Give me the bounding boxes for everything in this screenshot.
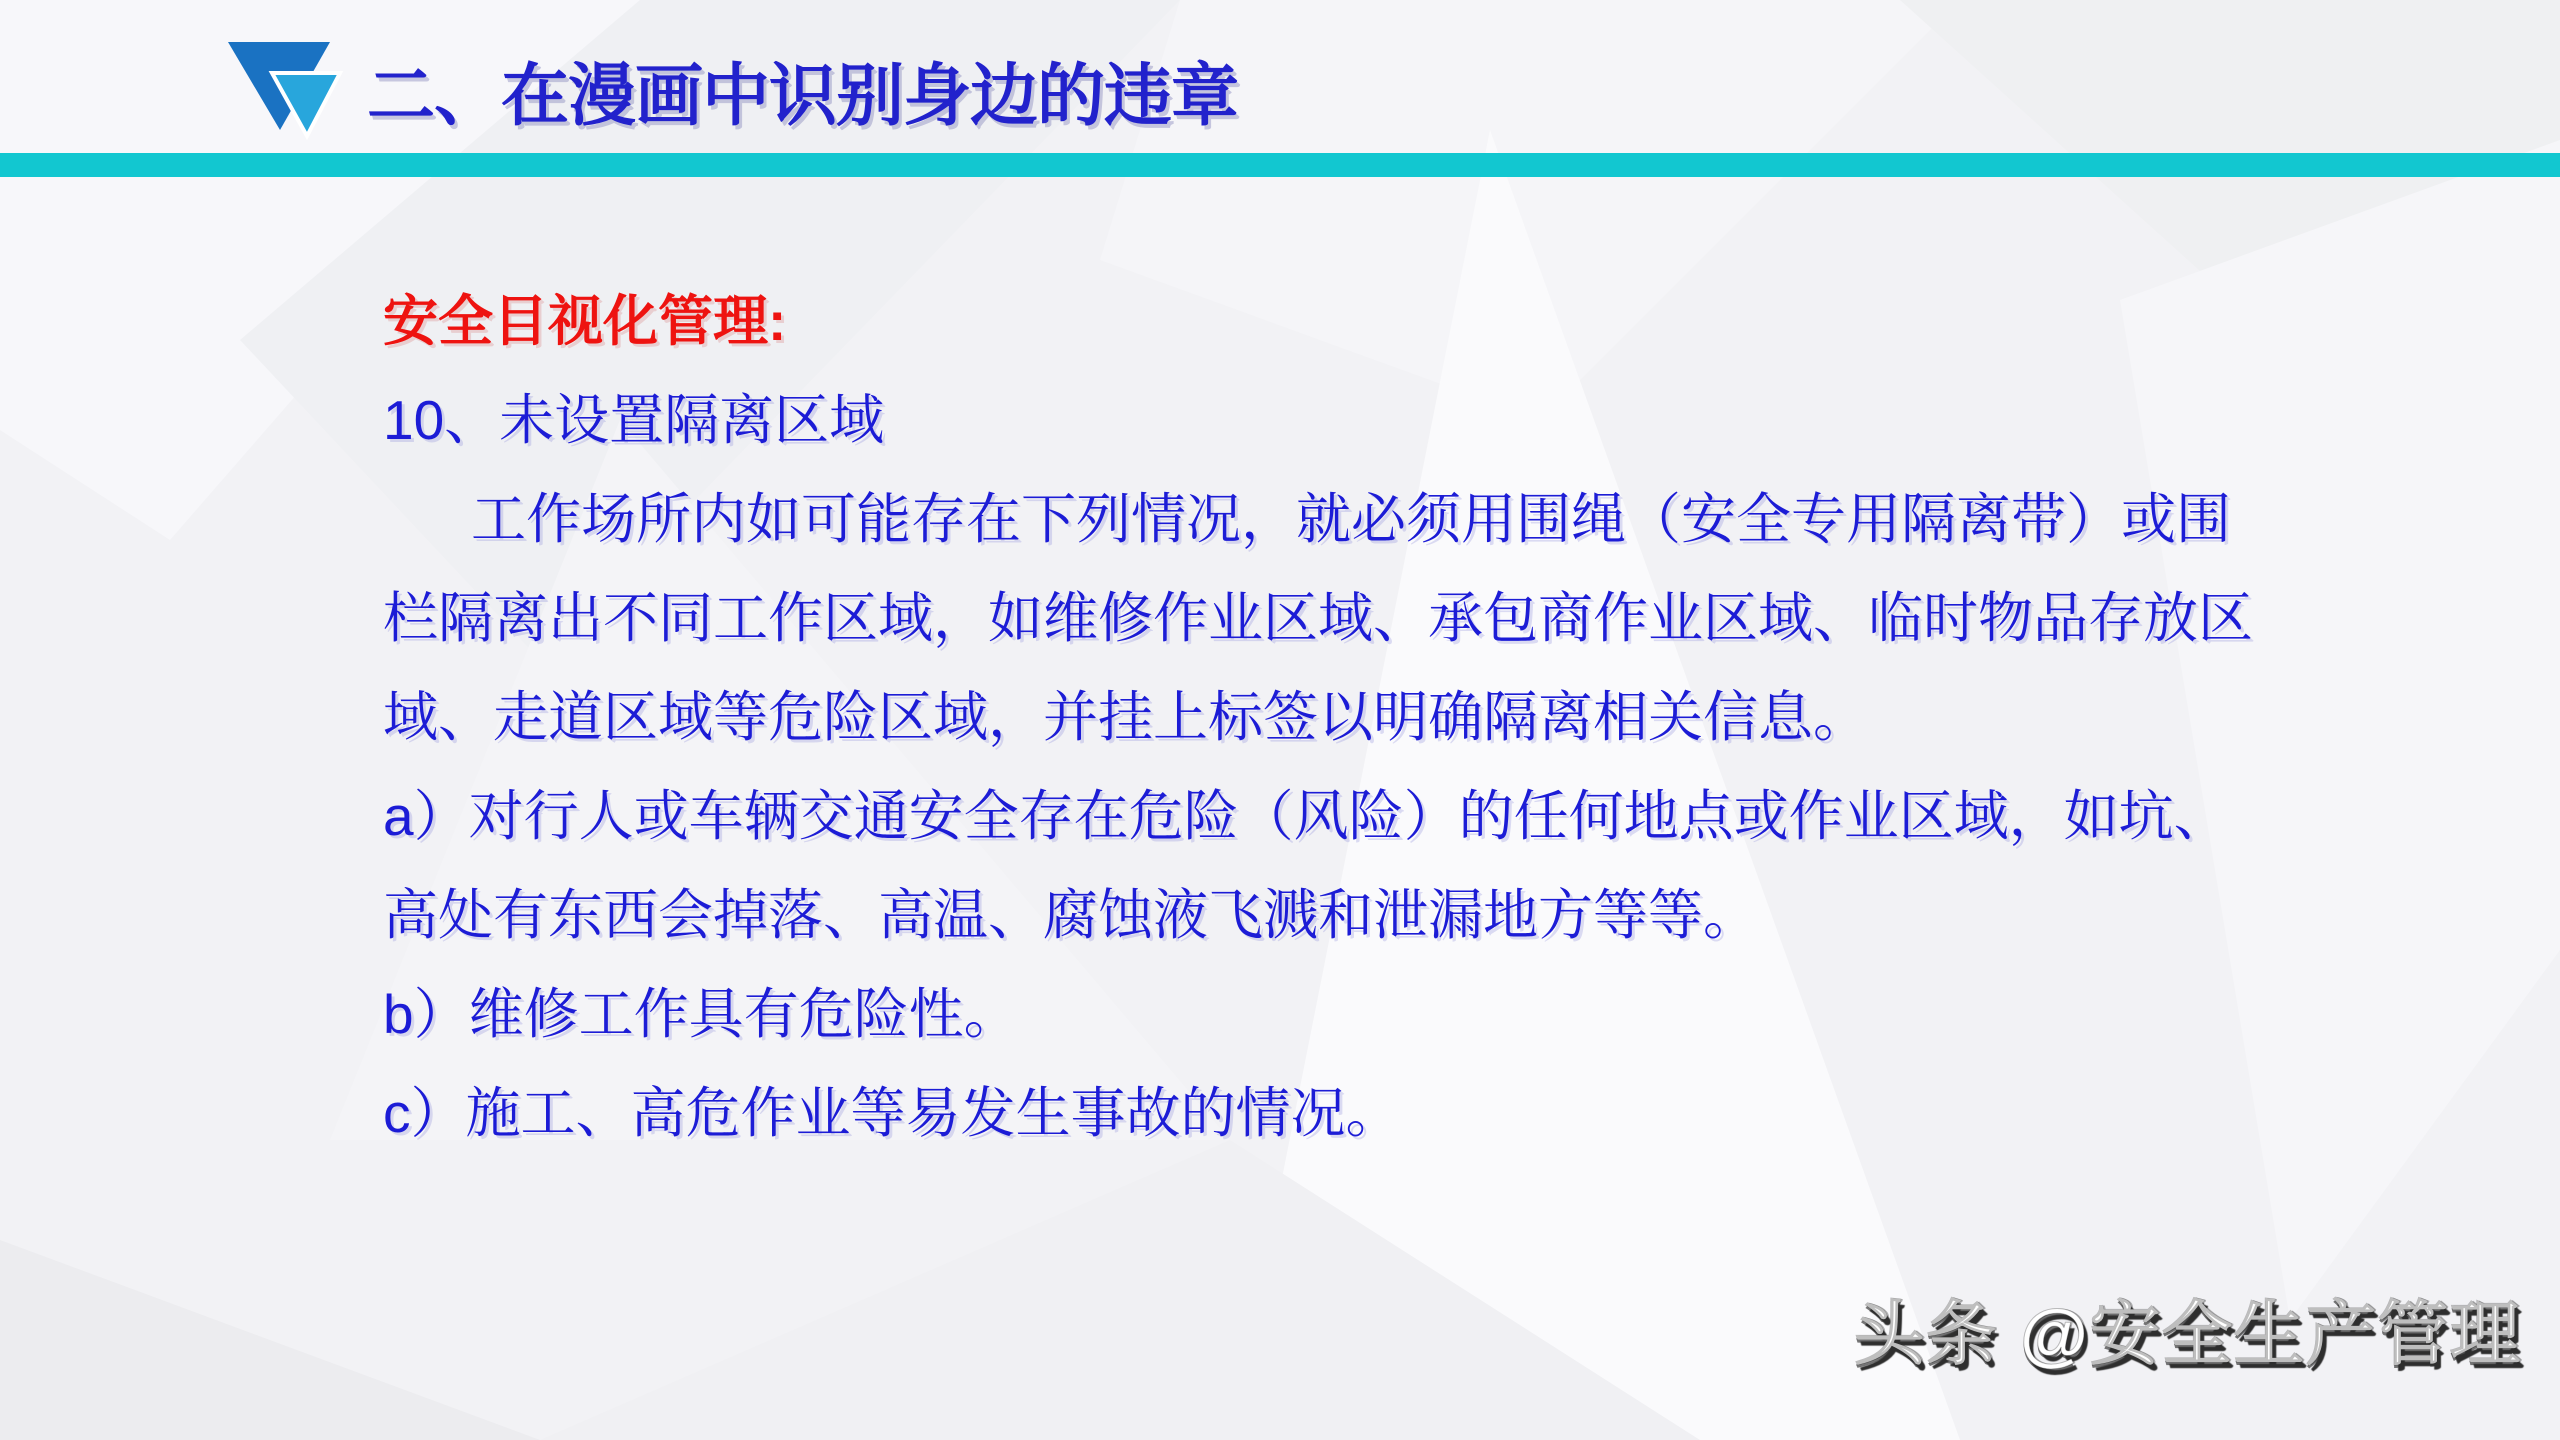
body-line-3: 域、走道区域等危险区域，并挂上标签以明确隔离相关信息。 [383,686,1869,748]
body-line-1: 工作场所内如可能存在下列情况，就必须用围绳（安全专用隔离带）或围 [471,488,2232,550]
body-line-2: 栏隔离出不同工作区域，如维修作业区域、承包商作业区域、临时物品存放区 [383,587,2254,649]
content-block [383,272,2383,1163]
slide-title: 二、在漫画中识别身边的违章 [367,58,1239,134]
watermark: 头条 @安全生产管理 [1854,1295,2522,1373]
body-line-c: c）施工、高危作业等易发生事故的情况。 [383,1082,1401,1144]
item-number-line: 10、未设置隔离区域 [383,389,885,451]
body-line-a: a）对行人或车辆交通安全存在危险（风险）的任何地点或作业区域，如坑、 [383,785,2229,847]
body-line-b: b）维修工作具有危险性。 [383,983,1019,1045]
divider-bar [0,153,2560,177]
logo-triangles-icon [222,38,352,142]
section-heading: 安全目视化管理: [383,290,787,352]
body-line-a2: 高处有东西会掉落、高温、腐蚀液飞溅和泄漏地方等等。 [383,884,1759,946]
